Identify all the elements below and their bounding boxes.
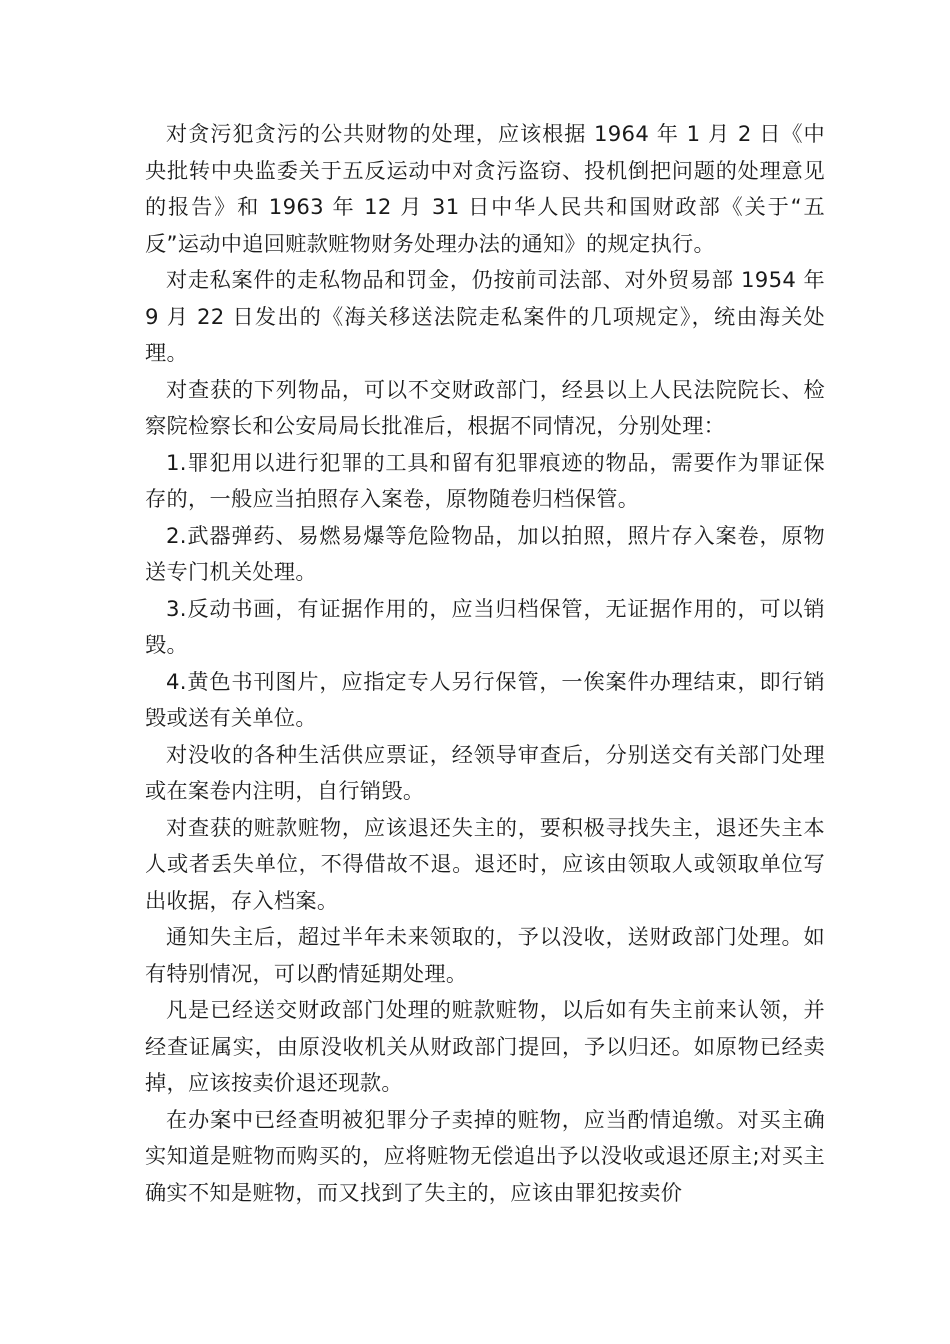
paragraph: 在办案中已经查明被犯罪分子卖掉的赃物，应当酌情追缴。对买主确实知道是赃物而购买的，应将赃物无偿追出予以没收或退还原主;对买主确实不知是赃物，而又找到了失主的，应该由罪犯按卖价	[145, 1106, 825, 1205]
paragraph: 凡是已经送交财政部门处理的赃款赃物，以后如有失主前来认领，并经查证属实，由原没收机关从财政部门提回，予以归还。如原物已经卖掉，应该按卖价退还现款。	[145, 997, 825, 1095]
paragraph: 对没收的各种生活供应票证，经领导审查后，分别送交有关部门处理或在案卷内注明，自行销毁。	[145, 741, 825, 803]
paragraph: 对走私案件的走私物品和罚金，仍按前司法部、对外贸易部 1954 年 9 月 22 日发出的《海关移送法院走私案件的几项规定》，统由海关处理。	[145, 267, 825, 365]
paragraph: 对查获的下列物品，可以不交财政部门，经县以上人民法院院长、检察院检察长和公安局局长批准后，根据不同情况，分别处理：	[145, 376, 825, 438]
list-item: 1.罪犯用以进行犯罪的工具和留有犯罪痕迹的物品，需要作为罪证保存的，一般应当拍照存入案卷，原物随卷归档保管。	[145, 449, 825, 511]
paragraph: 对贪污犯贪污的公共财物的处理，应该根据 1964 年 1 月 2 日《中央批转中央监委关于五反运动中对贪污盗窃、投机倒把问题的处理意见的报告》和 1963 年 12 月 31 日中华人民共和国财政部《关于“五反”运动中追回赃款赃物财务处理办法的通知》的规定执行。	[145, 121, 825, 256]
list-item: 4.黄色书刊图片，应指定专人另行保管，一俟案件办理结束，即行销毁或送有关单位。	[145, 668, 825, 730]
list-item: 3.反动书画，有证据作用的，应当归档保管，无证据作用的，可以销毁。	[145, 595, 825, 657]
paragraph: 对查获的赃款赃物，应该退还失主的，要积极寻找失主，退还失主本人或者丢失单位，不得借故不退。退还时，应该由领取人或领取单位写出收据，存入档案。	[145, 814, 825, 913]
list-item: 2.武器弹药、易燃易爆等危险物品，加以拍照，照片存入案卷，原物送专门机关处理。	[145, 522, 825, 584]
paragraph: 通知失主后，超过半年未来领取的，予以没收，送财政部门处理。如有特别情况，可以酌情延期处理。	[145, 924, 825, 986]
document-body	[145, 116, 825, 1211]
